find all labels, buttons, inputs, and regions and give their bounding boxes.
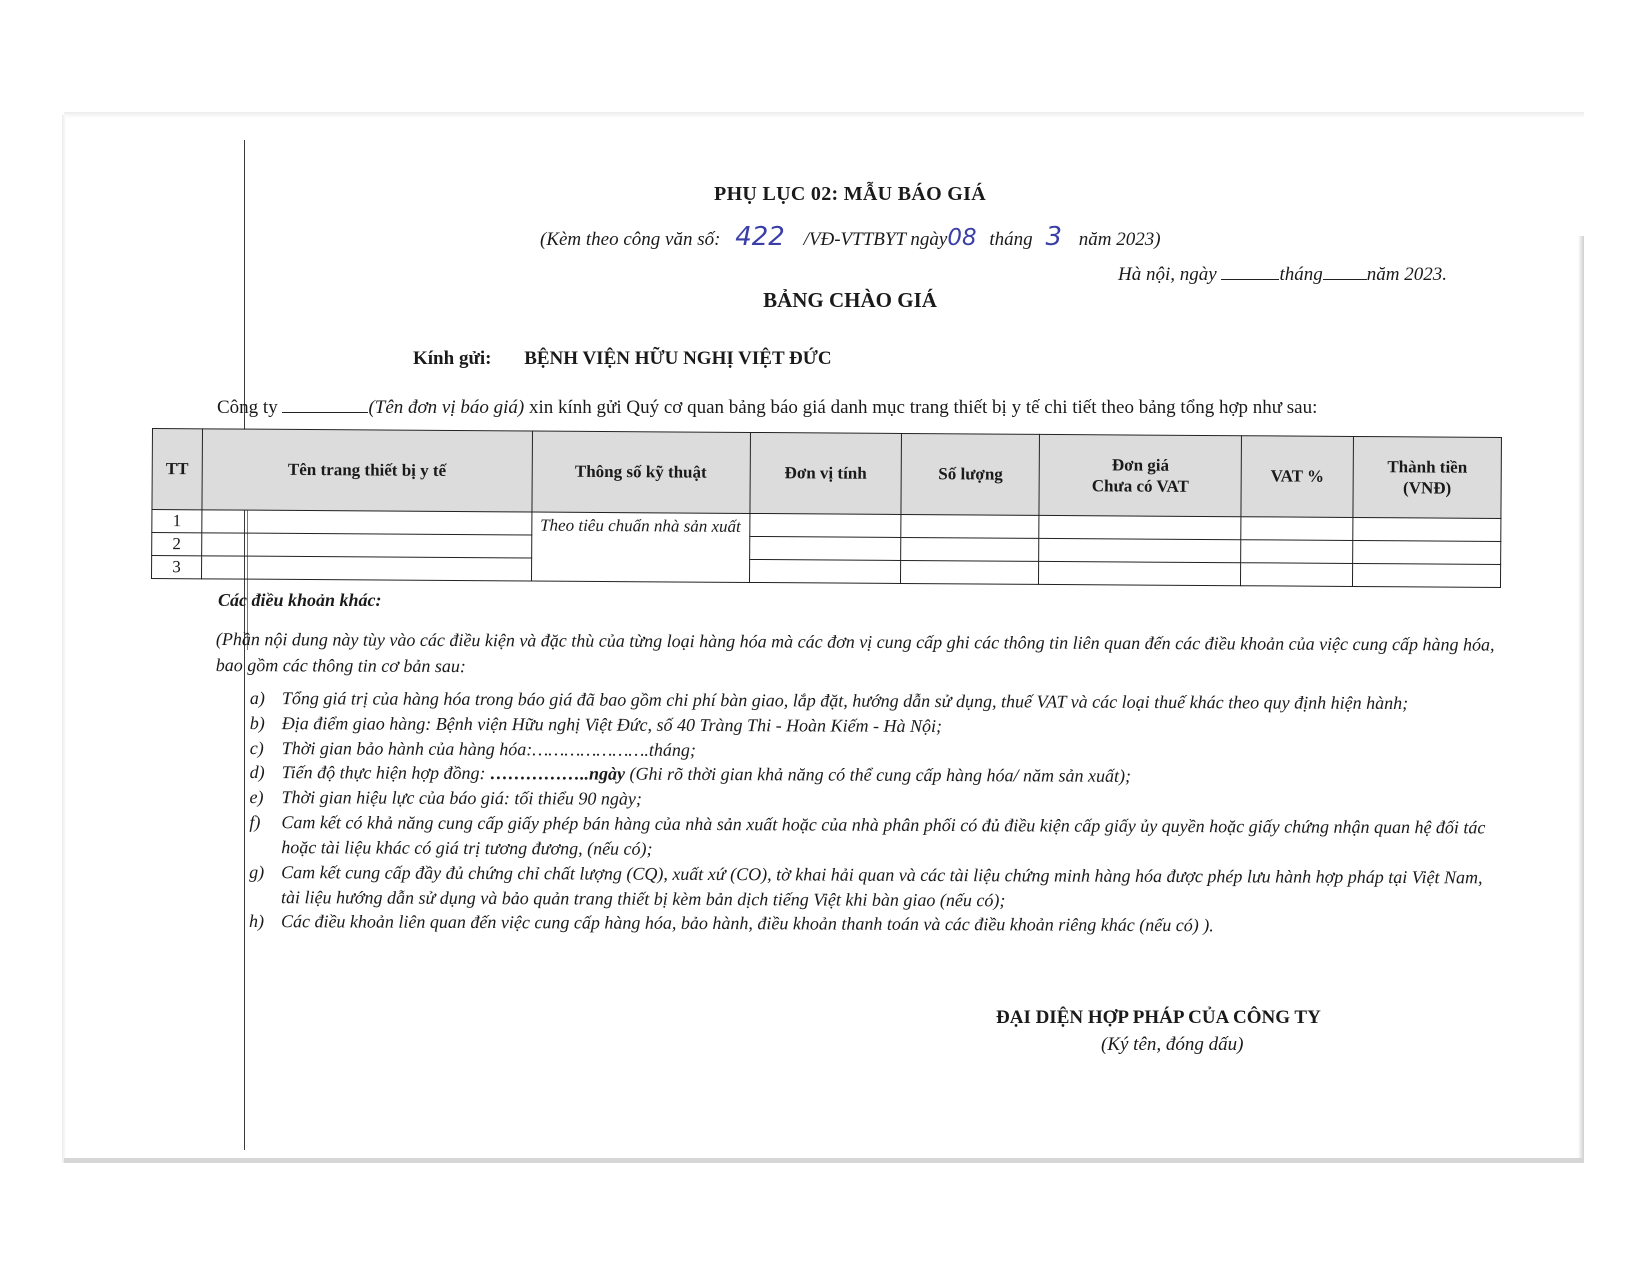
term-text: Cam kết có khả năng cung cấp giấy phép bán hàng của nhà sản xuất hoặc của nhà phân phối có đủ điều kiện cấp giấy ủy quyền hoặc giấy chứng nhận quan hệ đối tác hoặc tài liệu khác có giá trị tương đương, (nếu có); — [281, 812, 1486, 859]
term-text: Các điều khoản liên quan đến việc cung cấp hàng hóa, bảo hành, điều khoản thanh toán và các điều khoản riêng khác (nếu có) ). — [280, 911, 1214, 936]
total-cell[interactable] — [1353, 517, 1501, 541]
term-text: Địa điểm giao hàng: Bệnh viện Hữu nghị Việt Đức, số 40 Tràng Thi - Hoàn Kiếm - Hà Nội; — [281, 712, 943, 736]
date-month-blank — [1323, 263, 1367, 280]
term-marker: c) — [249, 737, 264, 758]
term-marker: d) — [249, 762, 265, 783]
quotation-heading: BẢNG CHÀO GIÁ — [763, 288, 937, 312]
term-text: Thời gian bảo hành của hàng hóa:………………….tháng; — [281, 737, 696, 760]
total-cell[interactable] — [1353, 540, 1501, 564]
terms-intro: (Phần nội dung này tùy vào các điều kiện và đặc thù của từng loại hàng hóa mà các đơn vị cung cấp ghi các thông tin liên quan đến các điều khoản của việc cung cấp hàng hóa, bao gồm các thông tin cơ bản sau: — [215, 629, 1495, 677]
term-text: Cam kết cung cấp đầy đủ chứng chỉ chất lượng (CQ), xuất xứ (CO), tờ khai hải quan và các tài liệu chứng minh hàng hóa được phép lưu hành hợp pháp tại Việt Nam, tài liệu hướng dẫn sử dụng và bảo quản trang thiết bị kèm bản dịch tiếng Việt khi bàn giao (nếu có); — [281, 861, 1483, 910]
recipient-label: Kính gửi: — [413, 348, 492, 369]
header-spec: Thông số kỹ thuật — [532, 431, 750, 513]
vat-cell[interactable] — [1241, 540, 1353, 564]
quantity-cell[interactable] — [901, 560, 1039, 584]
handwritten-month: 3 — [1045, 222, 1062, 252]
reference-year: năm 2023) — [1078, 229, 1161, 250]
appendix-title: PHỤ LỤC 02: MẪU BÁO GIÁ — [714, 183, 986, 205]
terms-title: Các điều khoản khác: — [218, 590, 382, 610]
term-text: Tổng giá trị của hàng hóa trong báo giá đã bao gồm chi phí bàn giao, lắp đặt, hướng dẫn sử dụng, thuế VAT và các loại thuế khác theo quy định hiện hành; — [281, 688, 1409, 714]
unit-cell[interactable] — [749, 513, 901, 537]
header-unit-price — [1039, 434, 1241, 516]
reference-month-label: tháng — [989, 229, 1033, 250]
scan-edge-left — [62, 115, 66, 1163]
term-marker: e) — [249, 787, 264, 808]
scan-edge-right — [1578, 236, 1584, 1162]
quantity-cell[interactable] — [901, 514, 1039, 538]
list-item — [249, 860, 1489, 915]
equipment-name-cell[interactable] — [202, 510, 532, 535]
header-vat: VAT % — [1241, 436, 1353, 518]
equipment-name-cell[interactable] — [201, 556, 531, 581]
quantity-cell[interactable] — [901, 537, 1039, 561]
terms-list — [249, 686, 1490, 940]
header-total-line2: (VNĐ) — [1403, 478, 1452, 498]
date-day-blank — [1221, 263, 1279, 280]
term-text-suffix: (Ghi rõ thời gian khả năng có thể cung cấp hàng hóa/ năm sản xuất); — [624, 764, 1132, 787]
header-unit: Đơn vị tính — [749, 432, 901, 514]
row-number: 1 — [152, 510, 202, 533]
term-marker: a) — [249, 688, 265, 709]
row-number: 2 — [152, 533, 202, 556]
term-marker: g) — [249, 861, 265, 882]
list-item — [249, 810, 1489, 865]
intro-company-label: Công ty — [217, 397, 278, 418]
scan-edge-top — [64, 112, 1584, 118]
term-marker: h) — [248, 911, 265, 932]
header-equipment-name: Tên trang thiết bị y tế — [202, 429, 532, 512]
header-quantity: Số lượng — [901, 433, 1039, 515]
unit-price-cell[interactable] — [1039, 515, 1241, 539]
header-unit-price-line1: Đơn giá — [1111, 455, 1170, 475]
term-text-bold: ……………..ngày — [485, 763, 626, 785]
intro-paragraph — [217, 396, 1317, 419]
handwritten-day: 08 — [947, 225, 977, 251]
handwritten-doc-number: 422 — [735, 222, 785, 252]
header-tt: TT — [152, 429, 203, 510]
intro-company-hint: (Tên đơn vị báo giá) — [368, 397, 525, 418]
reference-prefix: (Kèm theo công văn số: — [540, 229, 721, 250]
unit-price-cell[interactable] — [1039, 561, 1241, 585]
header-total — [1353, 436, 1501, 518]
date-month-label: tháng — [1279, 264, 1323, 285]
unit-price-cell[interactable] — [1039, 538, 1241, 562]
signature-title: ĐẠI DIỆN HỢP PHÁP CỦA CÔNG TY — [996, 1007, 1321, 1028]
vat-cell[interactable] — [1241, 517, 1353, 541]
reference-line — [540, 222, 1161, 252]
quotation-table — [151, 428, 1502, 588]
header-unit-price-line2: Chưa có VAT — [1091, 476, 1189, 496]
list-item — [249, 909, 1489, 939]
term-marker: b) — [249, 712, 265, 733]
vat-cell[interactable] — [1241, 563, 1353, 587]
date-year-label: năm 2023. — [1366, 264, 1447, 285]
intro-text: xin kính gửi Quý cơ quan bảng báo giá danh mục trang thiết bị y tế chi tiết theo bảng tổng hợp như sau: — [529, 397, 1318, 418]
spec-cell: Theo tiêu chuẩn nhà sản xuất — [531, 512, 749, 582]
reference-doc-code: /VĐ-VTTBYT ngày — [803, 229, 948, 250]
term-text-prefix: Tiến độ thực hiện hợp đồng: — [281, 762, 486, 784]
date-line — [1118, 263, 1447, 286]
table-header-row — [152, 429, 1502, 519]
total-cell[interactable] — [1353, 563, 1501, 587]
row-number: 3 — [152, 556, 202, 579]
company-name-blank — [282, 396, 368, 413]
term-marker: f) — [249, 812, 261, 833]
unit-cell[interactable] — [749, 559, 901, 583]
date-city-label: Hà nội, ngày — [1118, 264, 1217, 285]
signature-note: (Ký tên, đóng dấu) — [1101, 1034, 1244, 1055]
equipment-name-cell[interactable] — [202, 533, 532, 558]
unit-cell[interactable] — [749, 536, 901, 560]
recipient-hospital: BỆNH VIỆN HỮU NGHỊ VIỆT ĐỨC — [524, 348, 832, 369]
term-text: Thời gian hiệu lực của báo giá: tối thiểu 90 ngày; — [281, 787, 642, 810]
recipient-line — [413, 348, 832, 370]
header-total-line1: Thành tiền — [1387, 456, 1468, 477]
scan-edge-bottom — [64, 1158, 1584, 1163]
